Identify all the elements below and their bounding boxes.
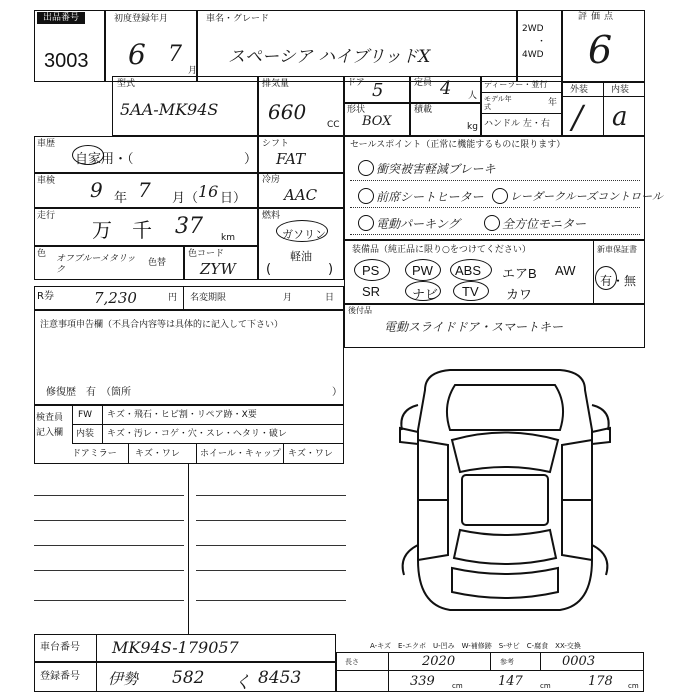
equip-navi: ナビ: [412, 287, 439, 302]
model-label: 型式: [117, 79, 136, 89]
repaint-label: 色替: [148, 258, 167, 268]
tax-amount: 7,230: [94, 289, 137, 307]
equipment-title: 装備品（純正品に限り○をつけてください）: [352, 245, 531, 255]
ref-class-value: 0003: [562, 654, 596, 669]
equip-abs: ABS: [455, 263, 482, 278]
ref-length: 2020: [422, 654, 456, 669]
dealer-divider-1: [481, 92, 562, 93]
inspector-label-a: 検査員: [36, 413, 64, 423]
mirror-items: キズ・ワレ: [135, 449, 180, 459]
aftermarket-label: 後付品: [348, 306, 372, 315]
blank-line-1: [34, 495, 184, 496]
first-reg-month: 7: [168, 42, 182, 67]
cargo-label: 積載: [414, 105, 433, 115]
sales-point3-circle: [492, 188, 508, 204]
lot-number: 3003: [44, 50, 89, 72]
interior-grade: a: [612, 102, 628, 132]
equip-leather: カワ: [506, 287, 533, 302]
shift-value: FAT: [276, 150, 306, 168]
mileage-man: 万: [92, 218, 112, 242]
reg-expiry-label: 名変期限: [190, 293, 227, 303]
car-right-mirror: [592, 428, 610, 444]
capacity: 4: [440, 78, 452, 99]
dim-length: 339: [410, 674, 435, 689]
ref-length-label: 長さ: [345, 658, 359, 666]
model-year-label: モデル年式: [484, 95, 512, 111]
inspector-interior-items: キズ・汚レ・コゲ・穴・スレ・ヘタリ・破レ: [107, 429, 287, 439]
equip-aw: AW: [555, 263, 576, 278]
plate-class: 582: [172, 668, 205, 688]
reg-day-unit: 日: [325, 293, 335, 303]
history-label: 車歴: [37, 139, 56, 149]
inspection-month: 7: [138, 178, 151, 202]
model-code: 5AA-MK94S: [120, 100, 219, 119]
year-unit: 年: [548, 98, 558, 108]
sales-point3: レーダークルーズコントロール: [510, 190, 663, 203]
car-name-label: 車名・グレード: [206, 14, 270, 24]
drive-4wd: 4WD: [522, 50, 544, 60]
ref-col-3: [540, 652, 541, 670]
blank-line-5: [34, 600, 184, 601]
equip-pw: PW: [412, 263, 433, 278]
warranty-divider: [593, 240, 594, 304]
equip-ps: PS: [362, 263, 380, 278]
sales-point1: 衝突被害軽減ブレーキ: [376, 162, 496, 176]
dim-height: 178: [588, 674, 613, 689]
aircon-value: AAC: [284, 186, 318, 204]
car-name: スペーシア ハイブリッドX: [228, 47, 431, 67]
tax-label: R券: [37, 291, 54, 302]
mileage-sen: 千: [132, 218, 152, 242]
exterior-label: 外装: [570, 85, 589, 95]
blank-line-8: [196, 545, 346, 546]
sales-point5: 全方位モニター: [502, 217, 587, 231]
shape-label: 形状: [347, 105, 366, 115]
chassis-number: MK94S-179057: [112, 638, 239, 657]
fw-label: FW: [78, 410, 93, 420]
wheel-items: キズ・ワレ: [288, 449, 333, 459]
plate-area: 伊勢: [108, 670, 139, 688]
repair-close: ）: [332, 387, 342, 398]
tax-divider: [183, 286, 184, 310]
car-diagram: [380, 360, 630, 620]
cc-unit: CC: [327, 120, 340, 130]
car-hood: [447, 385, 563, 430]
car-windshield: [452, 433, 558, 473]
aircon-label: 冷房: [262, 175, 281, 185]
fuel-value: ガソリン: [282, 228, 326, 241]
inspection-label: 車検: [37, 176, 56, 186]
chassis-label: 車台番号: [40, 642, 80, 653]
cargo-unit: kg: [467, 122, 478, 132]
blank-line-9: [196, 570, 346, 571]
inspection-year: 9: [90, 178, 103, 202]
dim-width: 147: [498, 674, 523, 689]
doors-label: ドア: [347, 78, 365, 88]
sales-line-1: [350, 180, 640, 181]
inspector-col: [72, 405, 73, 443]
equip-pw-circle: [405, 259, 441, 281]
wheel-label: ホイール・キャップ: [200, 449, 281, 459]
first-reg-month-unit: 月: [188, 66, 198, 76]
inspector-interior-label: 内装: [76, 429, 95, 439]
warranty-circle: [595, 266, 617, 290]
color-value: オフブルーメタリック: [56, 254, 136, 275]
sales-point1-circle: [358, 160, 374, 176]
inspector-label-b: 記入欄: [36, 428, 64, 438]
car-left-mirror: [400, 428, 418, 444]
history-close: ）: [244, 152, 258, 167]
color-label: 色: [37, 249, 47, 259]
plate-label: 登録番号: [40, 671, 80, 682]
dealer-label: ディーラー・並行: [484, 80, 548, 89]
car-wheel-fr: [592, 405, 609, 430]
sales-line-3: [350, 234, 640, 235]
yen-unit: 円: [168, 293, 178, 303]
ref-col-1: [388, 652, 389, 692]
equip-tv: TV: [462, 284, 479, 299]
grade-label-divider: [562, 96, 645, 97]
blank-line-7: [196, 520, 346, 521]
new-car-warranty-label: 新車保証書: [597, 245, 637, 254]
car-rear-window: [454, 530, 556, 564]
inspection-year-unit: 年: [114, 191, 128, 206]
blank-line-4: [34, 570, 184, 571]
fw-items: キズ・飛石・ヒビ割・リペア跡・X要: [107, 410, 257, 420]
sales-point5-circle: [484, 215, 500, 231]
sales-points-title: セールスポイント（正常に機能するものに限ります）: [350, 140, 566, 150]
first-reg-year: 6: [128, 38, 146, 71]
car-wheel-fl: [401, 405, 418, 430]
dealer-divider-2: [481, 113, 562, 114]
inspector-row-2: [72, 443, 344, 444]
legend-text: A-キズ E-エクボ U-凹み W-補修跡 S-サビ C-腐食 XX-交換: [370, 642, 581, 650]
mileage-value: 37: [175, 214, 203, 239]
equip-ac: エアB: [502, 266, 537, 281]
dim-width-unit: cm: [540, 682, 551, 690]
car-wheel-rl: [403, 545, 418, 575]
history-value: 自家用・（: [75, 152, 134, 167]
sales-line-2: [350, 207, 640, 208]
notes-label: 注意事項申告欄（不具合内容等は具体的に記入して下さい）: [40, 320, 284, 330]
tax-box: [34, 286, 344, 310]
inspection-day: 16: [198, 182, 219, 201]
equip-sr: SR: [362, 284, 381, 299]
dim-length-unit: cm: [452, 682, 463, 690]
sales-point2: 前席シートヒーター: [376, 190, 484, 204]
blank-area-divider: [188, 464, 189, 634]
mirror-label: ドアミラー: [72, 449, 117, 459]
wheel-divider-2: [283, 443, 284, 464]
inspection-month-unit: 月（: [172, 191, 199, 206]
lot-number-label: 出品番号: [37, 12, 85, 24]
blank-line-6: [196, 495, 346, 496]
capacity-unit: 人: [468, 91, 478, 101]
history-box: [34, 136, 258, 173]
mileage-label: 走行: [37, 211, 56, 221]
equip-tv-circle: [453, 281, 489, 301]
exterior-grade: /: [572, 98, 583, 136]
handle-label: ハンドル 左・右: [484, 119, 550, 129]
car-roof: [462, 475, 548, 525]
mirror-divider: [128, 443, 129, 464]
first-reg-label: 初度登録年月: [114, 14, 169, 24]
blank-line-2: [34, 520, 184, 521]
inspector-row-1: [72, 424, 344, 425]
equip-ps-circle: [354, 259, 390, 281]
equip-abs-circle: [450, 259, 492, 281]
sales-point4: 電動パーキング: [376, 217, 460, 231]
color-code-label: 色コード: [188, 249, 225, 259]
fuel-paren-right: ): [328, 262, 334, 277]
repair-label: 修復歴 有 （箇所: [46, 387, 131, 398]
drive-separator: ・: [537, 37, 547, 47]
sales-point4-circle: [358, 215, 374, 231]
wheel-divider: [196, 443, 197, 464]
warranty-value: 有・無: [600, 274, 637, 288]
fuel-circle: [276, 220, 328, 242]
history-circle: [72, 145, 104, 165]
dim-height-unit: cm: [628, 682, 639, 690]
ref-class-label: 参考: [500, 658, 514, 666]
plate-number: 8453: [258, 668, 302, 688]
equip-navi-circle: [405, 281, 441, 301]
score-label: 評価点: [578, 12, 618, 22]
ref-divider: [336, 670, 644, 671]
drive-2wd: 2WD: [522, 24, 544, 34]
ref-col-2: [490, 652, 491, 670]
capacity-label: 定員: [414, 78, 433, 88]
score: 6: [588, 28, 613, 72]
km-unit: km: [221, 233, 235, 243]
interior-label: 内装: [611, 85, 630, 95]
displacement: 660: [268, 100, 307, 124]
shape-value: BOX: [362, 114, 392, 129]
reg-month-unit: 月: [283, 293, 293, 303]
aftermarket-value: 電動スライドドア・スマートキー: [384, 320, 564, 334]
shift-label: シフト: [262, 139, 290, 149]
grade-divider: [603, 82, 604, 136]
car-wheel-rr: [592, 545, 607, 575]
car-trunk: [452, 568, 558, 598]
blank-line-3: [34, 545, 184, 546]
inspection-day-unit: 日）: [220, 191, 247, 206]
plate-kana: く: [234, 673, 251, 693]
inspector-col-2: [102, 405, 103, 443]
fuel-option: 軽油: [290, 250, 312, 263]
doors: 5: [372, 80, 384, 101]
fuel-paren-left: (: [266, 262, 272, 277]
blank-line-10: [196, 600, 346, 601]
sales-point2-circle: [358, 188, 374, 204]
displacement-label: 排気量: [262, 79, 290, 89]
fuel-label: 燃料: [262, 211, 281, 221]
color-code: ZYW: [200, 260, 236, 278]
